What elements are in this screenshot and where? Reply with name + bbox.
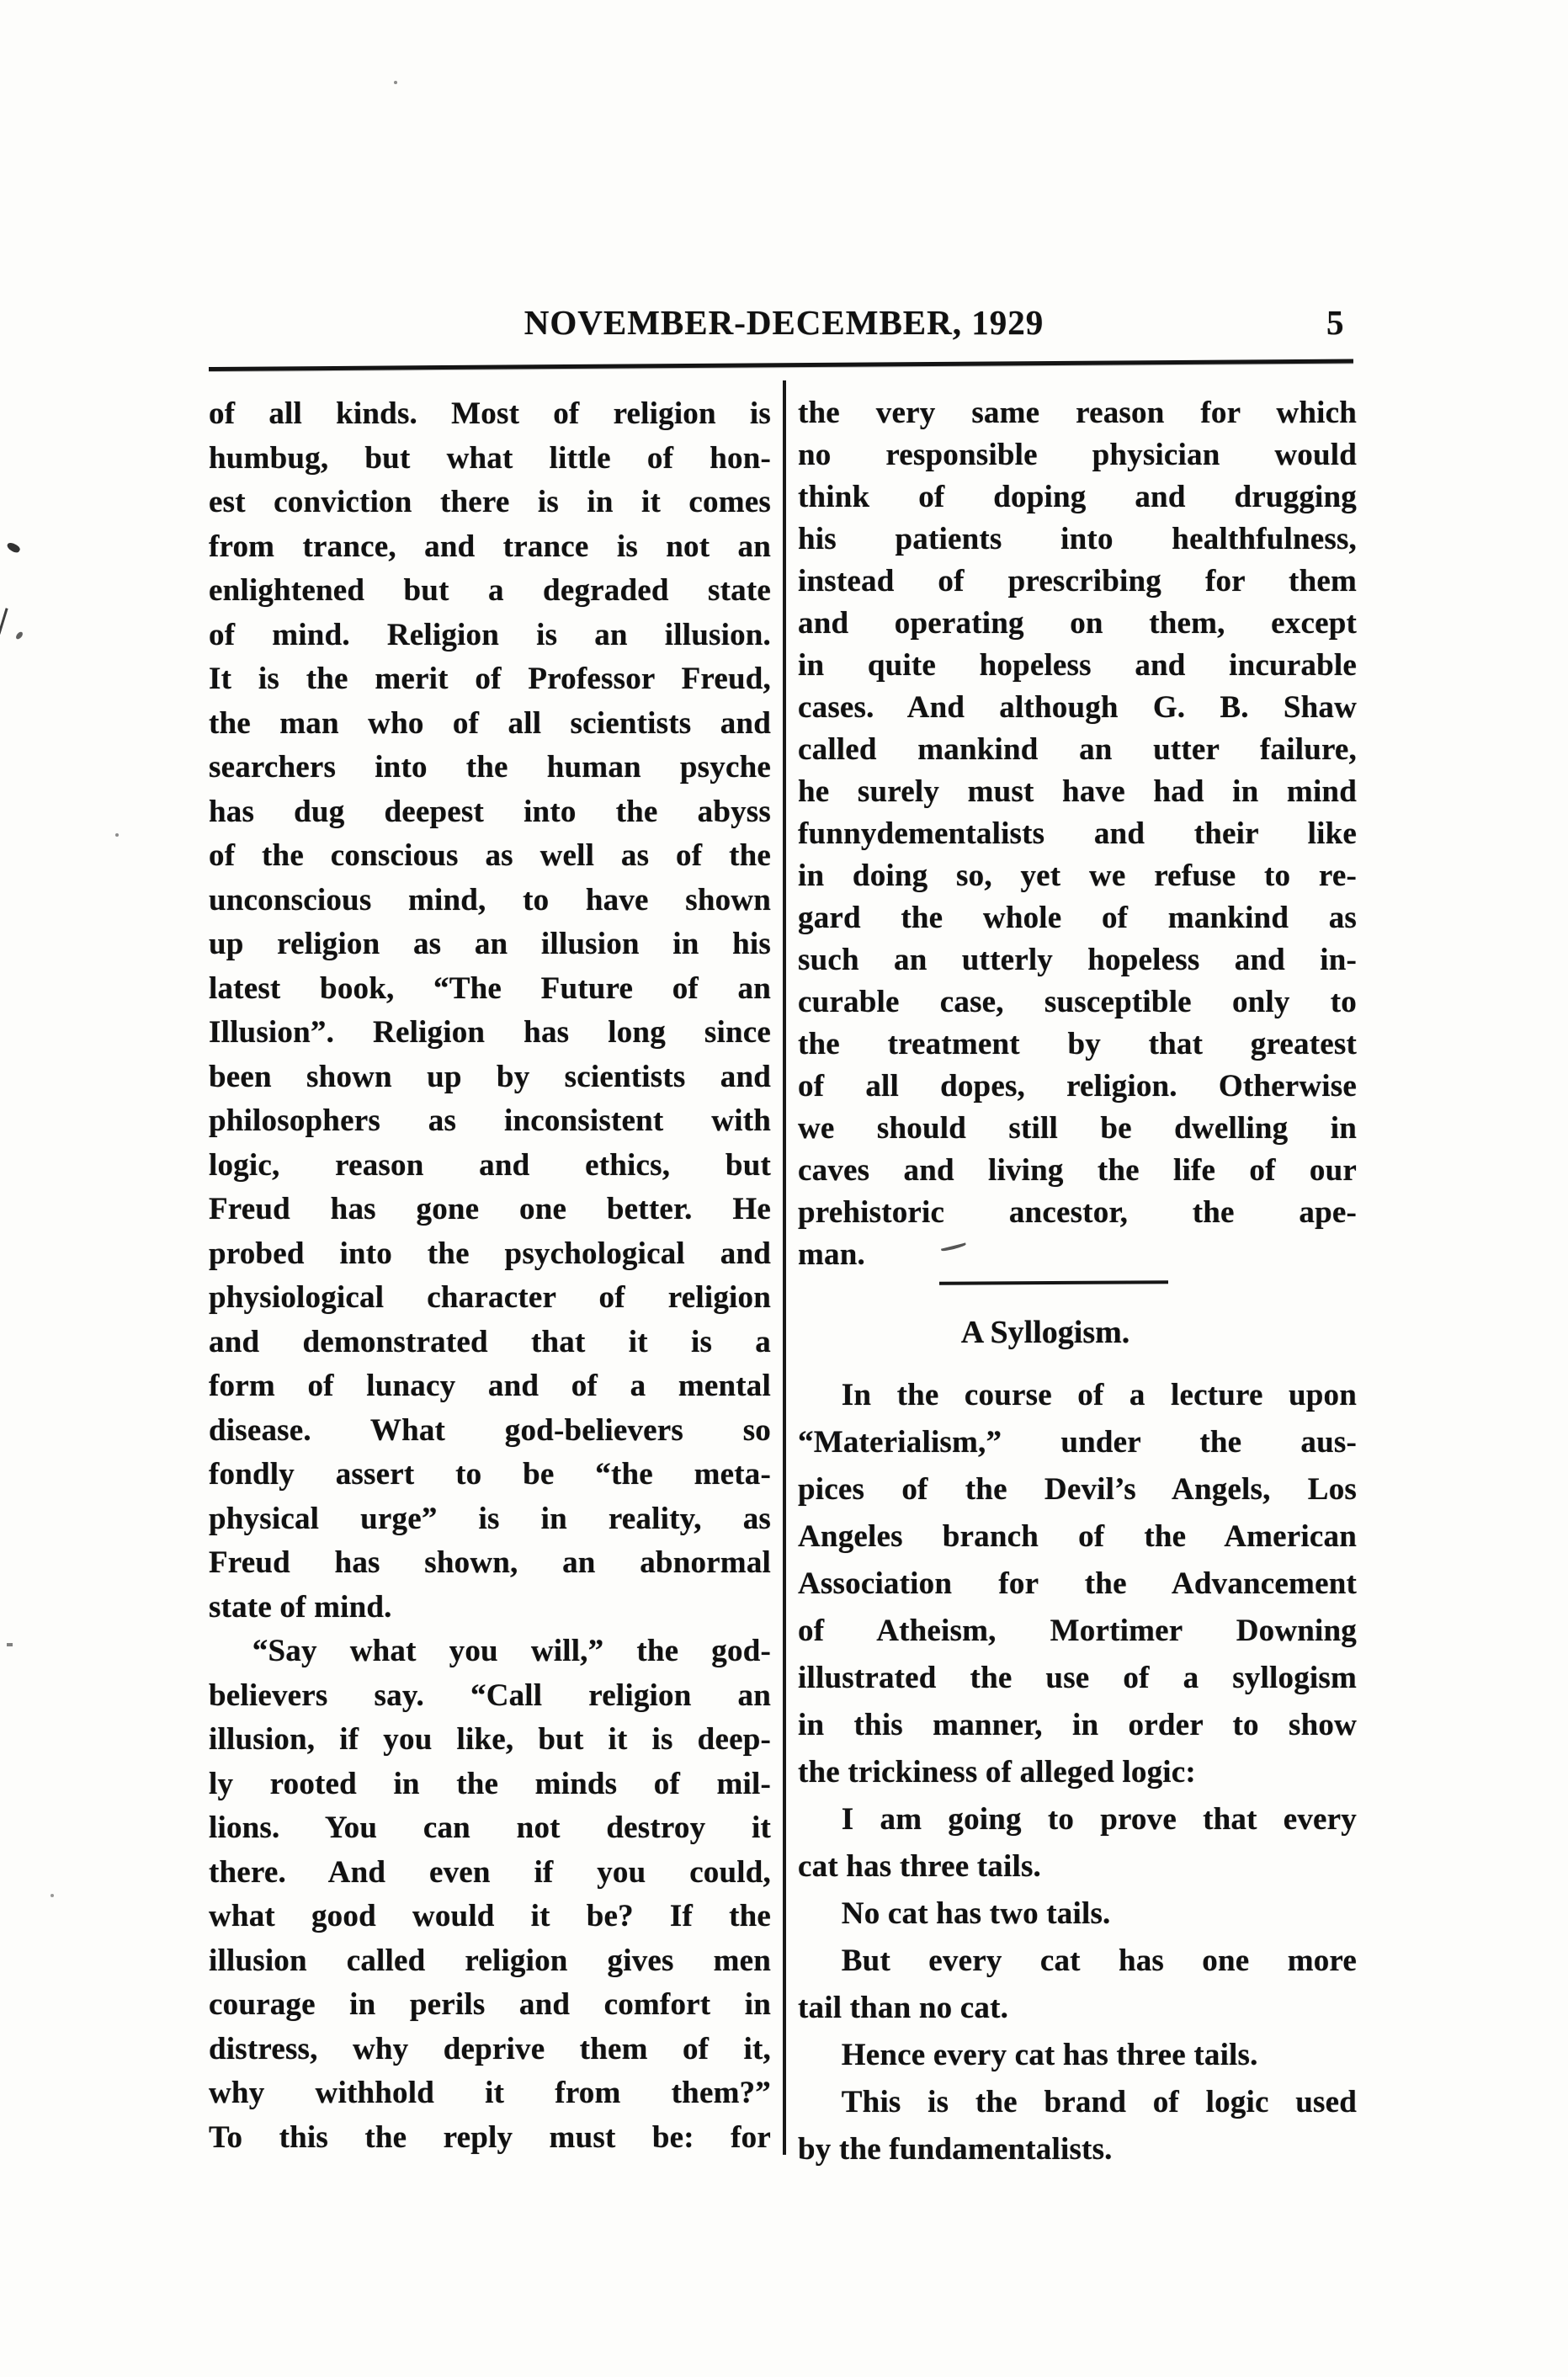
paragraph xyxy=(798,1796,1357,1890)
text-line: Hence every cat has three tails. xyxy=(841,2038,1258,2072)
paragraph xyxy=(798,2079,1357,2173)
text-line: what good would it be? If the xyxy=(209,1899,771,1933)
text-line: of the conscious as well as of the xyxy=(209,838,771,873)
text-line: of all dopes, religion. Otherwise xyxy=(798,1069,1357,1103)
text-line: “Say what you will,” the god- xyxy=(252,1634,771,1668)
text-line: curable case, susceptible only to xyxy=(798,985,1357,1019)
text-line: no responsible physician would xyxy=(798,438,1357,472)
text-line: logic, reason and ethics, but xyxy=(209,1147,771,1183)
text-line: humbug, but what little of hon- xyxy=(209,440,771,476)
text-line: has dug deepest into the abyss xyxy=(209,794,771,829)
text-line: enlightened but a degraded state xyxy=(209,573,771,608)
text-line: he surely must have had in mind xyxy=(798,774,1357,809)
text-line: cases. And although G. B. Shaw xyxy=(798,690,1357,725)
text-line: by the fundamentalists. xyxy=(798,2132,1113,2167)
scan-speck xyxy=(50,1894,54,1897)
paragraph xyxy=(798,2032,1357,2079)
header-divider xyxy=(209,359,1353,371)
text-line: latest book, “The Future of an xyxy=(209,970,771,1006)
text-line: caves and living the life of our xyxy=(798,1153,1357,1188)
text-line: in doing so, yet we refuse to re- xyxy=(798,859,1357,893)
text-line: lions. You can not destroy it xyxy=(209,1811,771,1845)
text-line: Illusion”. Religion has long since xyxy=(209,1015,771,1050)
text-line: disease. What god-believers so xyxy=(209,1412,771,1448)
text-line: the very same reason for which xyxy=(798,396,1357,430)
right-column xyxy=(798,392,1357,2173)
text-line: Freud has gone one better. He xyxy=(209,1192,771,1226)
text-line: pices of the Devil’s Angels, Los xyxy=(798,1472,1357,1507)
text-line: est conviction there is in it comes xyxy=(209,485,771,519)
text-line: funnydementalists and their like xyxy=(798,816,1357,851)
text-line: state of mind. xyxy=(209,1589,392,1625)
text-line: of all kinds. Most of religion is xyxy=(209,396,771,431)
text-line: such an utterly hopeless and in- xyxy=(798,943,1357,977)
paragraph xyxy=(209,1630,771,2160)
scan-speck xyxy=(6,540,21,554)
text-line: distress, why deprive them of it, xyxy=(209,2031,771,2066)
text-line: the man who of all scientists and xyxy=(209,705,771,741)
text-line: Angeles branch of the American xyxy=(798,1519,1357,1554)
text-line: of Atheism, Mortimer Downing xyxy=(798,1614,1357,1648)
text-line: physical urge” is in reality, as xyxy=(209,1501,771,1536)
text-line: I am going to prove that every xyxy=(841,1802,1357,1837)
text-line: tail than no cat. xyxy=(798,1991,1009,2025)
text-line: unconscious mind, to have shown xyxy=(209,882,771,917)
text-line: philosophers as inconsistent with xyxy=(209,1103,771,1138)
text-line: This is the brand of logic used xyxy=(841,2085,1357,2119)
text-line: Freud has shown, an abnormal xyxy=(209,1545,771,1580)
text-line: probed into the psychological and xyxy=(209,1236,771,1271)
text-line: his patients into healthfulness, xyxy=(798,522,1357,556)
paragraph xyxy=(798,1890,1357,1938)
text-line: physiological character of religion xyxy=(209,1280,771,1315)
text-line: In the course of a lecture upon xyxy=(841,1378,1357,1412)
text-line: in quite hopeless and incurable xyxy=(798,648,1357,683)
text-line: in this manner, in order to show xyxy=(798,1708,1357,1742)
text-line: up religion as an illusion in his xyxy=(209,927,771,961)
text-line: and operating on them, except xyxy=(798,606,1357,641)
paragraph xyxy=(798,392,1357,1276)
text-line: why withhold it from them?” xyxy=(209,2076,771,2110)
text-line: prehistoric ancestor, the ape- xyxy=(798,1195,1357,1230)
text-line: called mankind an utter failure, xyxy=(798,732,1357,767)
text-line: illustrated the use of a syllogism xyxy=(798,1661,1357,1695)
text-line: the trickiness of alleged logic: xyxy=(798,1755,1196,1789)
text-line: It is the merit of Professor Freud, xyxy=(209,662,771,696)
text-line: Association for the Advancement xyxy=(798,1566,1357,1601)
scan-speck xyxy=(115,833,119,837)
text-line: think of doping and drugging xyxy=(798,480,1357,514)
text-line: been shown up by scientists and xyxy=(209,1059,771,1094)
paragraph xyxy=(798,1938,1357,2032)
text-line: man. xyxy=(798,1237,865,1272)
text-line: we should still be dwelling in xyxy=(798,1111,1357,1146)
scan-speck xyxy=(394,81,397,84)
text-line: gard the whole of mankind as xyxy=(798,901,1357,935)
text-line: there. And even if you could, xyxy=(209,1854,771,1890)
text-line: instead of prescribing for them xyxy=(798,564,1357,598)
text-line: illusion called religion gives men xyxy=(209,1943,771,1978)
text-line: No cat has two tails. xyxy=(841,1896,1111,1931)
text-line: the treatment by that greatest xyxy=(798,1027,1357,1061)
column-divider xyxy=(783,380,786,2155)
section-divider xyxy=(939,1280,1168,1284)
text-line: form of lunacy and of a mental xyxy=(209,1369,771,1403)
paragraph xyxy=(209,392,771,1630)
left-column xyxy=(209,392,771,2160)
text-line: believers say. “Call religion an xyxy=(209,1678,771,1713)
text-line: of mind. Religion is an illusion. xyxy=(209,617,771,652)
text-line: fondly assert to be “the meta- xyxy=(209,1457,771,1492)
text-line: courage in perils and comfort in xyxy=(209,1987,771,2022)
text-line: But every cat has one more xyxy=(841,1944,1357,1978)
scan-speck xyxy=(0,608,8,634)
text-line: from trance, and trance is not an xyxy=(209,529,771,564)
text-line: ly rooted in the minds of mil- xyxy=(209,1766,771,1801)
scan-speck xyxy=(14,630,24,641)
section-heading: A Syllogism. xyxy=(960,1315,1130,1350)
text-line: searchers into the human psyche xyxy=(209,750,771,784)
text-line: illusion, if you like, but it is deep- xyxy=(209,1722,771,1757)
text-line: and demonstrated that it is a xyxy=(209,1324,771,1359)
page-header-title: NOVEMBER-DECEMBER, 1929 xyxy=(524,303,1044,342)
text-line: To this the reply must be: for xyxy=(209,2119,771,2155)
page-number: 5 xyxy=(1326,303,1344,342)
text-line: cat has three tails. xyxy=(798,1849,1041,1884)
scan-speck xyxy=(7,1643,13,1646)
text-line: “Materialism,” under the aus- xyxy=(798,1425,1357,1460)
paragraph xyxy=(798,1372,1357,1796)
